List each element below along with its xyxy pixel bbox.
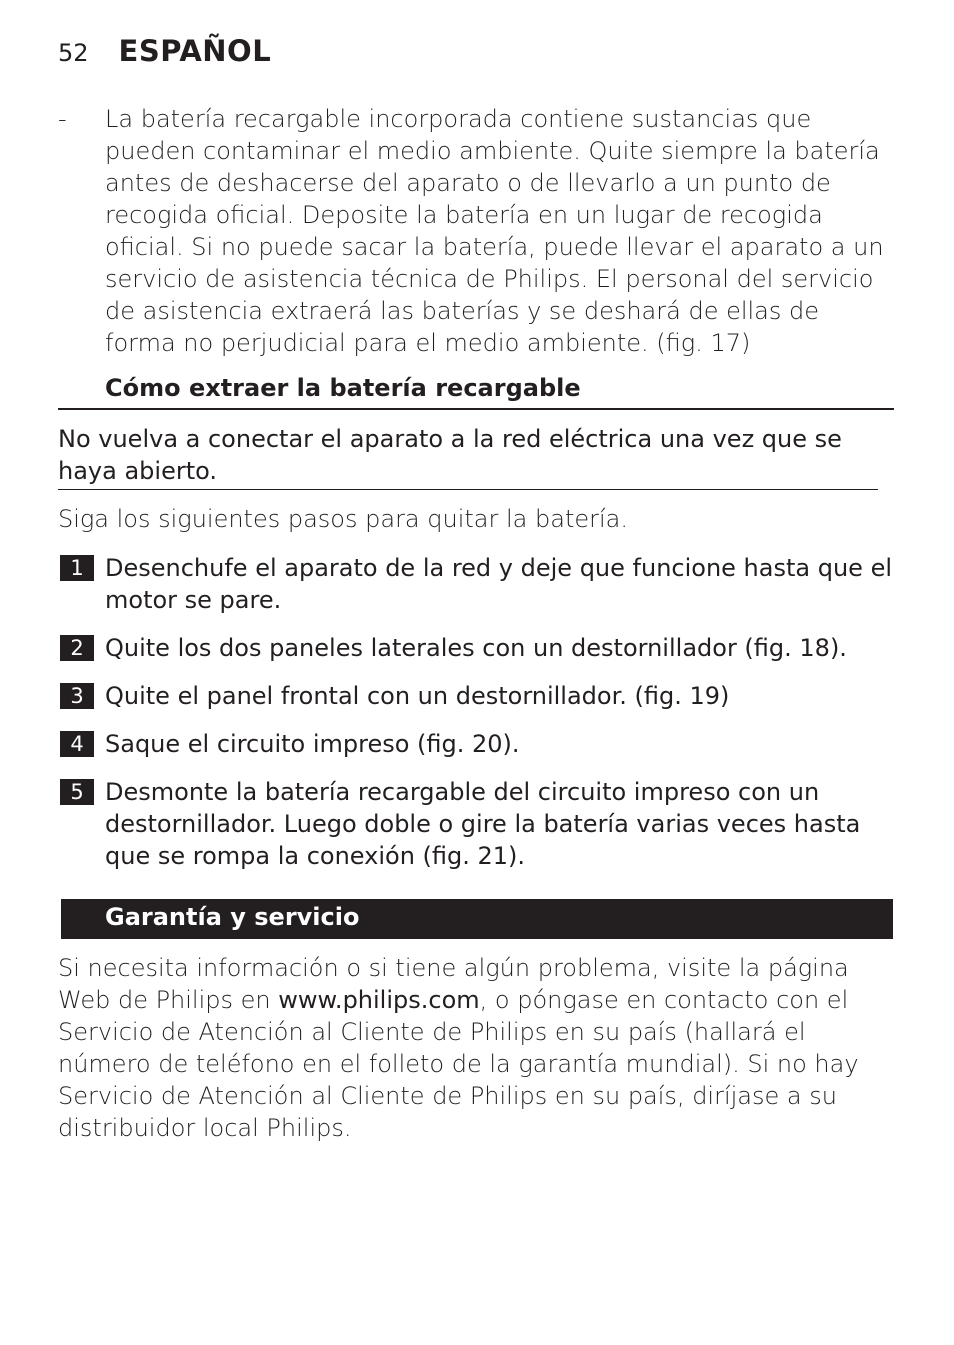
bullet-dash: - (58, 105, 67, 133)
warranty-paragraph (58, 952, 894, 1144)
step-text: Saque el circuito impreso (fig. 20). (105, 730, 520, 758)
section-banner-warranty (61, 899, 893, 939)
step-text: Desmonte la batería recargable del circuito impreso con un destornillador. Luego doble o gire la batería varias veces hasta que se rompa la conexión (fig. 21). (105, 778, 861, 870)
bullet-text: La batería recargable incorporada contiene sustancias que pueden contaminar el medio ambiente. Quite siempre la batería antes de deshacerse del aparato o de llevarlo a un punto de recogida oficial. Deposite la batería en un lugar de recogida oficial. Si no puede sacar la batería, puede llevar el aparato a un servicio de asistencia técnica de Philips. El personal del servicio de asistencia extraerá las baterías y se deshará de ellas de forma no perjudicial para el medio ambiente. (fig. 17) (105, 105, 884, 357)
steps-list (58, 552, 894, 888)
step-text: Quite los dos paneles laterales con un destornillador (fig. 18). (105, 634, 847, 662)
page-number: 52 (58, 39, 89, 67)
warning-text: No vuelva a conectar el aparato a la red eléctrica una vez que se haya abierto. (58, 423, 878, 490)
philips-website-link[interactable]: www.philips.com (278, 986, 480, 1014)
step-text: Quite el panel frontal con un destornillador. (fig. 19) (105, 682, 730, 710)
step-item (58, 776, 894, 872)
step-item (58, 728, 894, 760)
step-number-badge: 2 (60, 635, 94, 661)
intro-text: Siga los siguientes pasos para quitar la batería. (58, 505, 628, 533)
step-number-badge: 4 (60, 731, 94, 757)
battery-disposal-bullet (58, 103, 894, 359)
subheading-text: Cómo extraer la batería recargable (105, 374, 581, 402)
page-header (58, 34, 271, 68)
banner-text: Garantía y servicio (105, 903, 360, 931)
step-item (58, 632, 894, 664)
step-number-badge: 1 (60, 555, 94, 581)
subheading-remove-battery (58, 372, 894, 410)
step-item (58, 680, 894, 712)
language-title: ESPAÑOL (118, 34, 272, 68)
step-text: Desenchufe el aparato de la red y deje que funcione hasta que el motor se pare. (105, 554, 892, 614)
step-item (58, 552, 894, 616)
closing-text-after: , o póngase en contacto con el Servicio de Atención al Cliente de Philips en su país (hallará el número de teléfono en el folleto de la garantía mundial). Si no hay Servicio de Atención al Cliente de Philips en su país, diríjase a su distribuidor local Philips. (58, 986, 859, 1142)
closing-text-before: Si necesita información o si tiene algún problema, visite la página Web de Philips en (58, 954, 849, 1014)
step-number-badge: 3 (60, 683, 94, 709)
step-number-badge: 5 (60, 779, 94, 805)
